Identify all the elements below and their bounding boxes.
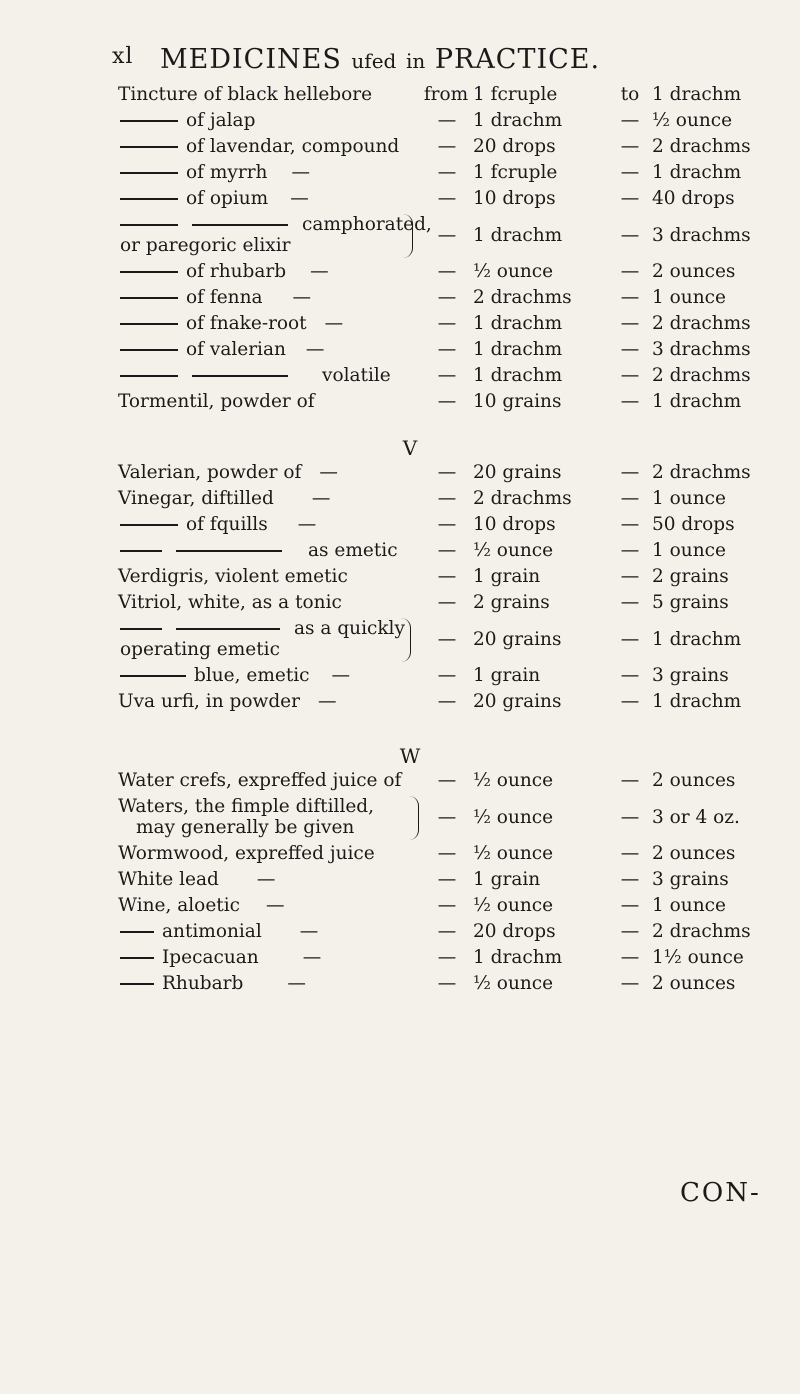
dose-separator: —: [620, 162, 640, 183]
dose-max: 2 drachms: [652, 136, 751, 157]
dose-max: 1 drachm: [652, 391, 742, 412]
dose-min: 1 grain: [473, 665, 541, 686]
dose-separator: —: [620, 807, 640, 828]
dose-max: 1 drachm: [652, 691, 742, 712]
table-row: [0, 365, 800, 391]
medicine-name: of fquills: [186, 514, 268, 535]
dose-max: 2 drachms: [652, 365, 751, 386]
medicine-name: blue, emetic: [194, 665, 310, 686]
table-row: Rhubarb — — ½ ounce — 2 ounces: [0, 973, 800, 999]
from-label: from: [423, 84, 469, 105]
table-row: [0, 84, 800, 110]
table-row: of fquills — — 10 drops — 50 drops: [0, 514, 800, 540]
dose-max: 3 grains: [652, 665, 729, 686]
table-row: of fnake-root — — 1 drachm — 2 drachms: [0, 313, 800, 339]
table-row: [0, 214, 800, 260]
dose-separator: to: [620, 84, 640, 105]
table-row: [0, 770, 800, 796]
ditto-dash: [120, 297, 178, 299]
table-row: [0, 618, 800, 664]
medicine-name: Tincture of black hellebore: [118, 84, 373, 105]
medicine-name: Valerian, powder of: [118, 462, 302, 483]
dose-max: 1 ounce: [652, 895, 726, 916]
title-in: in: [405, 49, 426, 73]
ditto-dash: [120, 172, 178, 174]
medicine-name: of rhubarb: [186, 261, 287, 282]
dash: —: [437, 973, 457, 994]
medicine-name: of lavendar, compound: [186, 136, 400, 157]
ditto-dash: [192, 375, 288, 377]
medicine-name: antimonial: [162, 921, 262, 942]
dose-max: 50 drops: [652, 514, 735, 535]
dose-max: ½ ounce: [652, 110, 733, 131]
table-row: Vinegar, diftilled — — 2 drachms — 1 ounce: [118, 488, 726, 509]
dash: —: [437, 110, 457, 131]
ditto-dash: [120, 957, 154, 959]
dose-max: 2 drachms: [652, 462, 751, 483]
table-row: of valerian — — 1 drachm — 3 drachms: [0, 339, 800, 365]
dose-separator: —: [620, 514, 640, 535]
dose-separator: —: [620, 691, 640, 712]
table-row: antimonial — — 20 drops — 2 drachms: [0, 921, 800, 947]
ditto-dash: [120, 675, 186, 677]
dose-separator: —: [620, 110, 640, 131]
ditto-dash: [120, 146, 178, 148]
dash: —: [437, 339, 457, 360]
dash: —: [437, 188, 457, 209]
dose-separator: —: [620, 629, 640, 650]
dose-min: 20 grains: [473, 629, 562, 650]
table-row: [0, 540, 800, 566]
medicine-name: camphorated,: [302, 214, 432, 235]
table-row: Ipecacuan — — 1 drachm — 1½ ounce: [0, 947, 800, 973]
ditto-dash: [120, 524, 178, 526]
dash: —: [437, 540, 457, 561]
section-letter-v: V: [402, 436, 418, 460]
grouping-brace: [408, 796, 419, 840]
table-row: White lead — — 1 grain — 3 grains: [118, 869, 729, 890]
grouping-brace: [400, 618, 411, 662]
medicine-name: Ipecacuan: [162, 947, 259, 968]
ditto-dash: [120, 550, 162, 552]
table-row: of opium — — 10 drops — 40 drops: [0, 188, 800, 214]
catchword: CON-: [680, 1178, 761, 1208]
ditto-dash: [120, 628, 162, 630]
dash: —: [437, 665, 457, 686]
dash: —: [437, 807, 457, 828]
dash: —: [437, 770, 457, 791]
dose-separator: —: [620, 261, 640, 282]
dose-separator: —: [620, 365, 640, 386]
dash: —: [437, 947, 457, 968]
dose-min: 1 drachm: [473, 339, 563, 360]
section-letter-w: W: [399, 744, 421, 768]
dose-max: 5 grains: [652, 592, 729, 613]
dose-max: 2 ounces: [652, 770, 736, 791]
dose-max: 2 ounces: [652, 973, 736, 994]
dose-min: ½ ounce: [473, 770, 554, 791]
dose-max: 1 ounce: [652, 540, 726, 561]
running-header: [112, 44, 752, 84]
table-row: [0, 566, 800, 592]
table-row: [0, 592, 800, 618]
ditto-dash: [120, 323, 178, 325]
dose-min: 2 drachms: [473, 287, 572, 308]
dose-separator: —: [620, 869, 640, 890]
medicine-name: Rhubarb: [162, 973, 244, 994]
dash: —: [437, 629, 457, 650]
dose-min: 10 drops: [473, 188, 556, 209]
dash: —: [437, 843, 457, 864]
dose-max: 40 drops: [652, 188, 735, 209]
dose-min: ½ ounce: [473, 540, 554, 561]
dash: —: [437, 514, 457, 535]
dose-min: 10 grains: [473, 391, 562, 412]
dose-max: 1 drachm: [652, 84, 742, 105]
dose-max: 1 ounce: [652, 488, 726, 509]
grouping-brace: [402, 214, 413, 258]
dose-max: 3 drachms: [652, 225, 751, 246]
dose-separator: —: [620, 665, 640, 686]
dash: —: [437, 592, 457, 613]
medicine-name: Waters, the fimple diftilled,: [118, 796, 375, 817]
medicine-name: of jalap: [186, 110, 256, 131]
table-row: [0, 796, 800, 842]
dash: —: [437, 313, 457, 334]
dose-min: 1 fcruple: [473, 162, 558, 183]
dash: —: [437, 462, 457, 483]
medicine-name: Water crefs, expreffed juice of: [118, 770, 402, 791]
ditto-dash: [120, 120, 178, 122]
dose-min: ½ ounce: [473, 973, 554, 994]
dose-separator: —: [620, 843, 640, 864]
table-row: [0, 110, 800, 136]
medicine-name: of fenna: [186, 287, 263, 308]
title-medicines: MEDICINES: [160, 44, 342, 75]
dash: —: [437, 921, 457, 942]
dose-min: ½ ounce: [473, 843, 554, 864]
dose-separator: —: [620, 566, 640, 587]
dose-max: 1 ounce: [652, 287, 726, 308]
dose-separator: —: [620, 540, 640, 561]
dose-min: 20 grains: [473, 462, 562, 483]
dose-separator: —: [620, 973, 640, 994]
medicine-name: Vitriol, white, as a tonic: [118, 592, 342, 613]
dose-min: 1 drachm: [473, 110, 563, 131]
dose-separator: —: [620, 895, 640, 916]
dash: —: [437, 691, 457, 712]
table-row: [0, 391, 800, 417]
dose-max: 2 drachms: [652, 921, 751, 942]
table-row: blue, emetic — — 1 grain — 3 grains: [0, 665, 800, 691]
dose-separator: —: [620, 462, 640, 483]
ditto-dash: [120, 375, 178, 377]
table-row: [0, 843, 800, 869]
dose-separator: —: [620, 287, 640, 308]
dose-min: 1 fcruple: [473, 84, 558, 105]
table-row: of rhubarb — — ½ ounce — 2 ounces: [0, 261, 800, 287]
dose-separator: —: [620, 592, 640, 613]
medicine-name-line2: operating emetic: [120, 639, 280, 660]
medicine-name: Uva urfi, in powder: [118, 691, 300, 712]
dose-separator: —: [620, 188, 640, 209]
dose-max: 3 grains: [652, 869, 729, 890]
medicine-name: of opium: [186, 188, 269, 209]
dose-separator: —: [620, 313, 640, 334]
dose-max: 1½ ounce: [652, 947, 744, 968]
medicine-name: Wine, aloetic: [118, 895, 240, 916]
dose-separator: —: [620, 136, 640, 157]
medicine-name: White lead: [118, 869, 219, 890]
page-number: xl: [112, 44, 134, 69]
dose-min: ½ ounce: [473, 807, 554, 828]
ditto-dash: [120, 224, 178, 226]
medicine-name: of valerian: [186, 339, 286, 360]
dash: —: [437, 869, 457, 890]
ditto-dash: [120, 271, 178, 273]
dash: —: [437, 261, 457, 282]
ditto-dash: [120, 983, 154, 985]
dose-min: 1 grain: [473, 566, 541, 587]
dash: —: [437, 895, 457, 916]
title-used: ufed: [351, 49, 397, 73]
dose-max: 1 drachm: [652, 629, 742, 650]
dose-min: 20 drops: [473, 136, 556, 157]
ditto-dash: [192, 224, 288, 226]
dose-min: 1 drachm: [473, 313, 563, 334]
dose-min: 1 drachm: [473, 225, 563, 246]
dash: —: [437, 365, 457, 386]
medicine-name: of fnake-root: [186, 313, 307, 334]
table-row: Uva urfi, in powder — — 20 grains — 1 drachm: [118, 691, 742, 712]
dash: —: [437, 391, 457, 412]
dash: —: [437, 136, 457, 157]
medicine-name: Vinegar, diftilled: [118, 488, 274, 509]
dose-separator: —: [620, 391, 640, 412]
dash: —: [437, 488, 457, 509]
dose-min: ½ ounce: [473, 261, 554, 282]
dose-min: 10 drops: [473, 514, 556, 535]
ditto-dash: [120, 349, 178, 351]
ditto-dash: [176, 550, 282, 552]
dash: —: [437, 162, 457, 183]
page-title: [160, 44, 600, 75]
dose-max: 3 or 4 oz.: [652, 807, 740, 828]
medicine-name: Verdigris, violent emetic: [118, 566, 348, 587]
dose-max: 2 ounces: [652, 843, 736, 864]
title-practice: PRACTICE.: [434, 44, 601, 75]
table-row: of myrrh — — 1 fcruple — 1 drachm: [0, 162, 800, 188]
medicine-name: of myrrh: [186, 162, 268, 183]
dose-max: 2 grains: [652, 566, 729, 587]
medicine-name: Wormwood, expreffed juice: [118, 843, 375, 864]
dash: —: [437, 287, 457, 308]
dose-separator: —: [620, 488, 640, 509]
medicine-name-line2: or paregoric elixir: [120, 235, 291, 256]
medicine-name: volatile: [322, 365, 391, 386]
dose-max: 2 drachms: [652, 313, 751, 334]
table-row: of fenna — — 2 drachms — 1 ounce: [0, 287, 800, 313]
dose-separator: —: [620, 921, 640, 942]
dose-min: 2 grains: [473, 592, 550, 613]
dash: —: [437, 225, 457, 246]
table-row: Wine, aloetic — — ½ ounce — 1 ounce: [118, 895, 726, 916]
dose-separator: —: [620, 947, 640, 968]
dose-min: 2 drachms: [473, 488, 572, 509]
dose-min: 20 grains: [473, 691, 562, 712]
dose-max: 3 drachms: [652, 339, 751, 360]
dose-max: 1 drachm: [652, 162, 742, 183]
dose-separator: —: [620, 770, 640, 791]
ditto-dash: [176, 628, 280, 630]
dose-separator: —: [620, 225, 640, 246]
dash: —: [437, 566, 457, 587]
table-row: Valerian, powder of — — 20 grains — 2 drachms: [118, 462, 751, 483]
dose-separator: —: [620, 339, 640, 360]
dose-min: 1 grain: [473, 869, 541, 890]
dose-min: 1 drachm: [473, 365, 563, 386]
dose-min: ½ ounce: [473, 895, 554, 916]
medicine-name-line2: may generally be given: [136, 817, 355, 838]
ditto-dash: [120, 198, 178, 200]
medicine-name: Tormentil, powder of: [118, 391, 315, 412]
medicine-name: as emetic: [308, 540, 398, 561]
dose-min: 20 drops: [473, 921, 556, 942]
table-row: [0, 136, 800, 162]
dose-max: 2 ounces: [652, 261, 736, 282]
ditto-dash: [120, 931, 154, 933]
medicine-name: as a quickly: [294, 618, 405, 639]
dose-min: 1 drachm: [473, 947, 563, 968]
